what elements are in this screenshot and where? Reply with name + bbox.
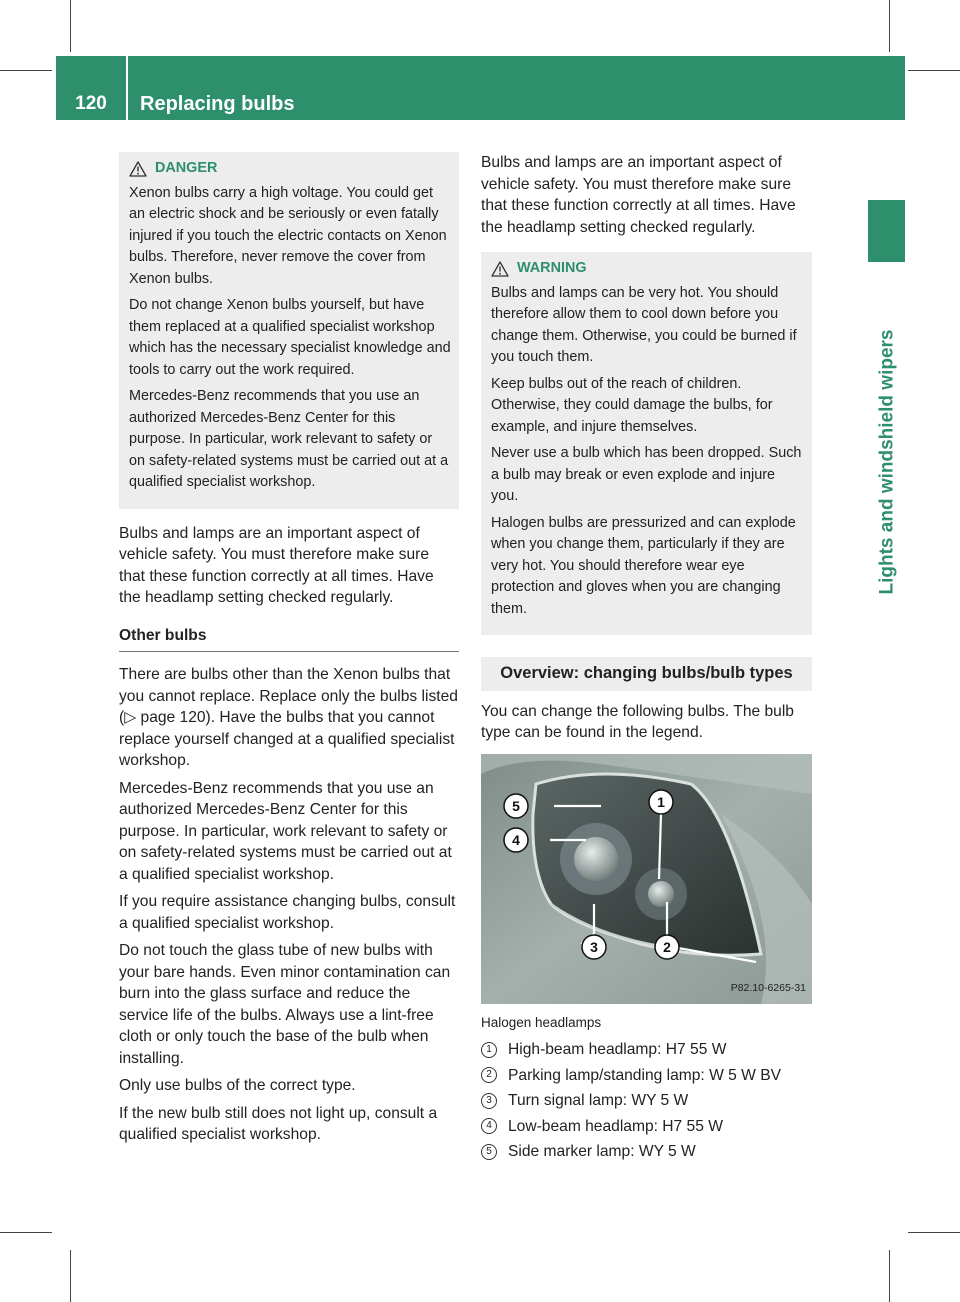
figure-code: P82.10-6265-31: [730, 982, 806, 994]
figure-marker-3: [582, 935, 606, 959]
body-paragraph: Only use bulbs of the correct type.: [119, 1077, 356, 1094]
low-beam-reflector: [574, 837, 618, 881]
page-title: Replacing bulbs: [140, 93, 295, 115]
legend-number: 3: [481, 1093, 497, 1109]
figure-marker-4: [504, 828, 528, 852]
figure-caption: Halogen headlamps: [481, 1014, 602, 1030]
crop-mark: [889, 1250, 890, 1302]
page-number: 120: [75, 93, 107, 114]
warning-header: [491, 258, 804, 280]
svg-text:2: 2: [663, 938, 671, 955]
crop-mark: [889, 0, 890, 52]
intro-paragraph: Bulbs and lamps are an important aspect of vehicle safety. You must therefore make sure that these function correctly at all times. Have the headlamp setting checked regularly.: [481, 154, 796, 236]
body-paragraph: If you require assistance changing bulbs, consult a qualified specialist workshop.: [119, 893, 456, 932]
legend-number: 5: [481, 1144, 497, 1160]
legend-text: High-beam headlamp: H7 55 W: [508, 1041, 727, 1058]
legend-item: [481, 1065, 812, 1087]
legend-item: [481, 1090, 812, 1112]
warning-label: WARNING: [517, 260, 587, 276]
crop-mark: [0, 1232, 52, 1233]
danger-text: Mercedes-Benz recommends that you use an authorized Mercedes-Benz Center for this purpose. In particular, work relevant to safety or on safety-related systems must be carried out at a qualified specialist workshop.: [129, 388, 449, 490]
legend-text: Parking lamp/standing lamp: W 5 W BV: [508, 1066, 781, 1084]
danger-text: Xenon bulbs carry a high voltage. You could get an electric shock and be seriously or even fatally injured if you touch the electric contacts on Xenon bulbs. Therefore, never remove the cover from Xenon bulbs.: [129, 184, 447, 287]
chapter-label-text: Lights and windshield wipers: [876, 329, 898, 595]
danger-label: DANGER: [155, 160, 218, 176]
intro-paragraph: Bulbs and lamps are an important aspect of vehicle safety. You must therefore make sure that these function correctly at all times. Have the headlamp setting checked regularly.: [119, 524, 434, 606]
legend-text: Low-beam headlamp: H7 55 W: [508, 1117, 723, 1135]
svg-text:4: 4: [512, 831, 520, 848]
overview-text: You can change the following bulbs. The bulb type can be found in the legend.: [481, 702, 794, 741]
svg-text:3: 3: [590, 938, 598, 955]
svg-text:5: 5: [512, 797, 520, 814]
danger-box: [119, 152, 459, 509]
warning-triangle-icon: [491, 261, 509, 277]
figure-marker-5: [504, 794, 528, 818]
body-paragraph: If the new bulb still does not light up, consult a qualified specialist workshop.: [119, 1104, 438, 1143]
headlamp-figure: [481, 754, 812, 1004]
legend-item: [481, 1141, 812, 1163]
header-divider: [126, 56, 128, 120]
crop-mark: [908, 1232, 960, 1233]
danger-header: [129, 158, 451, 180]
chapter-tab: [868, 200, 905, 262]
svg-text:1: 1: [657, 793, 665, 810]
warning-text: Bulbs and lamps can be very hot. You should therefore allow them to cool down before you change them. Otherwise, you could be burned if you touch them.: [491, 284, 797, 365]
body-paragraph: There are bulbs other than the Xenon bulbs that you cannot replace. Replace only the bulbs listed (▷ page 120). Have the bulbs that you cannot replace yourself changed at a qualified specialist workshop.: [119, 666, 458, 769]
crop-mark: [908, 70, 960, 71]
legend-text: Side marker lamp: WY 5 W: [508, 1143, 696, 1160]
body-paragraph: Mercedes-Benz recommends that you use an authorized Mercedes-Benz Center for this purpose. In particular, work relevant to safety or on safety-related systems must be carried out at a qualified specialist workshop.: [119, 779, 452, 883]
legend-number: 2: [481, 1067, 497, 1083]
legend-item: [481, 1116, 812, 1138]
other-bulbs-heading: Other bulbs: [119, 625, 459, 653]
legend-text: Turn signal lamp: WY 5 W: [508, 1092, 689, 1109]
crop-mark: [70, 0, 71, 52]
high-beam-reflector: [648, 881, 674, 907]
right-column: [481, 152, 812, 1167]
legend-number: 4: [481, 1118, 497, 1134]
crop-mark: [0, 70, 52, 71]
body-paragraph: Do not touch the glass tube of new bulbs with your bare hands. Even minor contamination can burn into the glass surface and reduce the service life of the bulbs. Always use a lint-free cloth or only touch the base of the bulb when installing.: [119, 942, 451, 1067]
danger-text: Do not change Xenon bulbs yourself, but have them replaced at a qualified specialist workshop which has the necessary specialist knowledge and tools to carry out the work required.: [129, 297, 451, 378]
overview-heading: Overview: changing bulbs/bulb types: [481, 657, 812, 691]
warning-triangle-icon: [129, 161, 147, 177]
figure-marker-2: [655, 935, 679, 959]
warning-text: Halogen bulbs are pressurized and can explode when you change them, particularly if they are very hot. You should therefore wear eye protection and gloves when you are changing them.: [491, 514, 796, 617]
figure-marker-1: [649, 790, 673, 814]
legend-item: [481, 1039, 812, 1061]
headlamp-illustration: [481, 754, 812, 1004]
warning-text: Never use a bulb which has been dropped. Such a bulb may break or even explode and injure you.: [491, 445, 802, 504]
crop-mark: [70, 1250, 71, 1302]
left-column: [119, 152, 459, 1152]
warning-box: [481, 252, 812, 635]
warning-text: Keep bulbs out of the reach of children. Otherwise, they could damage the bulbs, for example, and injure themselves.: [491, 375, 773, 435]
legend-number: 1: [481, 1042, 497, 1058]
chapter-label: [858, 272, 916, 652]
